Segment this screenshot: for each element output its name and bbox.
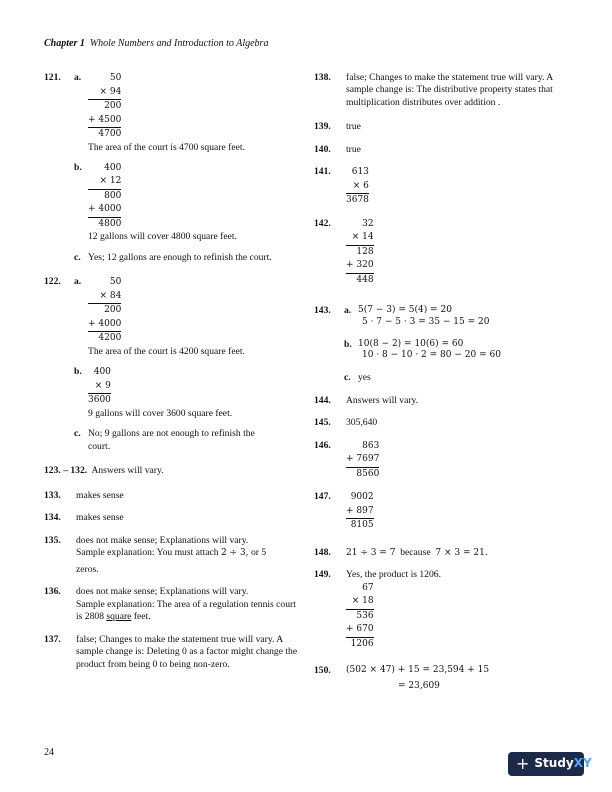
problem-121c (44, 252, 302, 264)
calc-row: × 14 (346, 231, 374, 246)
answer-text: The area of the court is 4200 square feet. (88, 345, 245, 357)
problem-142 (314, 218, 576, 288)
calc-row: 8560 (356, 468, 380, 479)
answer-text: The area of the court is 4700 square feet. (88, 141, 245, 153)
calc-row: × 94 (88, 86, 121, 101)
problem-number: 144. (314, 394, 331, 406)
problem-133 (44, 490, 302, 502)
problem-144 (314, 395, 576, 407)
logo-text-study: Study (534, 756, 574, 771)
problem-149 (314, 569, 576, 651)
problem-number: 138. (314, 72, 331, 83)
answer-text: Sample explanation: You must attach (76, 547, 221, 559)
part-label: b. (74, 366, 82, 378)
calc-row: + 7697 (346, 453, 379, 468)
calc-row: × 6 (346, 180, 369, 195)
calc-row: + 4500 (88, 114, 121, 129)
problem-number: 137. (44, 633, 61, 645)
problem-121 (44, 72, 302, 154)
problem-number: 140. (314, 143, 331, 155)
problem-122 (44, 276, 302, 358)
calc-row: 4800 (98, 218, 122, 229)
problem-number: 148. (314, 546, 331, 558)
logo-text (534, 756, 591, 772)
problem-121b (44, 162, 302, 244)
part-label: c. (344, 372, 351, 384)
calc-row: 400 (93, 367, 111, 378)
problem-number: 122. (44, 276, 61, 288)
calc-row: + 670 (346, 623, 374, 638)
math-line: 10 · 8 − 10 · 2 = 80 − 20 = 60 (362, 350, 501, 361)
answer-text: Answers will vary. (346, 394, 419, 406)
calc-121a (88, 72, 121, 142)
problem-number: 141. (314, 166, 331, 178)
calc-row: + 897 (346, 505, 374, 520)
calc-row: 9002 (350, 492, 374, 502)
studyxy-logo (508, 752, 592, 776)
math-line: 10(8 − 2) = 10(6) = 60 (358, 338, 464, 349)
answer-text: 9 gallons will cover 3600 square feet. (88, 407, 233, 419)
calc-149 (346, 582, 374, 652)
answer-text: 305,640 (346, 417, 378, 429)
calc-row: 200 (104, 101, 122, 111)
calc-row: × 9 (88, 380, 111, 395)
answer-line: does not make sense; Explanations will vary. (76, 586, 249, 598)
problem-141 (314, 166, 576, 208)
calc-row: 613 (351, 167, 369, 178)
math-expression: 21 ÷ 3 = 7 (346, 547, 396, 558)
problem-122c (44, 428, 302, 453)
problem-number: 149. (314, 569, 331, 581)
problem-number: 145. (314, 417, 331, 429)
problem-150 (314, 665, 576, 692)
answer-text: Sample explanation: The area of a regulation tennis court is 2808 (76, 598, 296, 623)
problem-number: 135. (44, 534, 61, 546)
problem-number: 133. (44, 489, 61, 501)
calc-row: 50 (109, 277, 122, 288)
answer-text: false; Changes to make the statement true will vary. A sample change is: The distributive property states that multiplication distributes over addition . (346, 72, 553, 108)
math-expression: 2 ÷ 3, (220, 548, 249, 559)
problem-143c (314, 372, 576, 384)
page-header (44, 37, 268, 50)
answer-text: true (346, 121, 361, 133)
math-expression: 7 × 3 = 21. (435, 547, 488, 558)
problem-139 (314, 121, 576, 133)
answer-text: Answers will vary. (91, 465, 164, 477)
problem-140 (314, 144, 576, 156)
math-line: = 23,609 (398, 680, 440, 691)
calc-row: 128 (356, 246, 374, 257)
math-line: (502 × 47) + 15 = 23,594 + 15 (346, 665, 490, 676)
calc-147 (346, 491, 374, 533)
calc-row: 863 (362, 440, 380, 451)
problem-number: 147. (314, 491, 331, 502)
part-label: b. (344, 338, 352, 350)
calc-122b (88, 366, 111, 408)
problem-122b (44, 366, 302, 420)
answer-line: zeros. (76, 563, 99, 575)
calc-row: + 320 (346, 259, 374, 274)
problem-134 (44, 512, 302, 524)
part-label: b. (74, 161, 82, 173)
calc-121b (88, 162, 121, 232)
chapter-label: Chapter 1 (44, 38, 85, 49)
answer-text: because (400, 546, 431, 558)
problem-146 (314, 440, 576, 482)
part-label: c. (74, 428, 81, 440)
problem-143 (314, 305, 576, 328)
part-label: a. (74, 72, 82, 83)
calc-142 (346, 218, 374, 288)
problem-number: 139. (314, 121, 331, 133)
answer-text: or 5 (248, 547, 267, 559)
calc-row: 1206 (350, 638, 374, 649)
calc-row: × 18 (346, 595, 374, 610)
answer-text: Yes; 12 gallons are enough to refinish the court. (88, 251, 272, 263)
problem-number: 134. (44, 512, 61, 524)
problem-number: 142. (314, 217, 331, 229)
part-label: c. (74, 251, 81, 263)
answer-line-2 (76, 547, 302, 560)
calc-row: 4700 (98, 129, 122, 139)
math-line: 5 · 7 − 5 · 3 = 35 − 15 = 20 (362, 317, 490, 328)
problem-number: 121. (44, 72, 61, 83)
right-column (314, 72, 576, 693)
problem-number: 150. (314, 665, 331, 677)
calc-row: + 4000 (88, 203, 121, 218)
calc-row: 536 (356, 610, 374, 621)
answer-text: true (346, 143, 361, 155)
calc-row: 800 (104, 190, 122, 201)
answer-text: makes sense (76, 489, 124, 501)
problem-137 (44, 634, 302, 671)
problem-number: 143. (314, 305, 331, 317)
calc-141 (346, 166, 369, 208)
answer-line-2 (76, 599, 302, 624)
calc-row: × 84 (88, 290, 121, 305)
problem-number: 146. (314, 439, 331, 451)
calc-row: 67 (362, 582, 374, 593)
problem-138 (314, 72, 576, 109)
calc-row: × 12 (88, 175, 121, 190)
answer-text: feet. (131, 611, 151, 623)
calc-row: 4200 (98, 333, 122, 344)
answer-text: Yes, the product is 1206. (346, 569, 441, 581)
calc-122a (88, 276, 121, 346)
answer-text: false; Changes to make the statement true will vary. A sample change is: Deleting 0 as a factor might change the product from being 0 to being non-zero. (76, 633, 298, 670)
problem-143b (314, 339, 576, 362)
calc-row: 32 (362, 218, 374, 229)
calc-row: 50 (109, 73, 122, 83)
problem-136 (44, 586, 302, 623)
problem-145 (314, 417, 576, 429)
left-column (44, 72, 302, 671)
calc-row: + 4000 (88, 318, 121, 333)
part-label: a. (344, 305, 352, 317)
problem-147 (314, 491, 576, 533)
part-label: a. (74, 276, 82, 288)
chapter-title: Whole Numbers and Introduction to Algebra (89, 38, 269, 49)
page-number: 24 (44, 747, 54, 758)
calc-row: 3600 (88, 395, 111, 406)
problem-135 (44, 535, 302, 577)
calc-row: 3678 (346, 195, 369, 206)
answer-line: does not make sense; Explanations will vary. (76, 534, 249, 546)
answer-text: makes sense (76, 512, 124, 524)
answer-text: yes (358, 372, 371, 384)
plus-icon: + (516, 754, 530, 773)
problem-number: 123. – 132. (44, 465, 88, 477)
calc-row: 448 (356, 274, 374, 285)
underlined-word: square (106, 611, 132, 623)
calc-row: 200 (104, 305, 122, 316)
problem-148 (314, 547, 576, 560)
math-line: 5(7 − 3) = 5(4) = 20 (358, 305, 452, 316)
answer-text: No; 9 gallons are not enough to refinish the court. (88, 428, 255, 452)
problem-123-132 (44, 465, 302, 477)
logo-text-xy: XY (573, 756, 592, 771)
answer-text: 12 gallons will cover 4800 square feet. (88, 231, 237, 243)
problem-number: 136. (44, 586, 61, 598)
calc-row: 400 (104, 162, 122, 173)
calc-146 (346, 440, 379, 482)
calc-row: 8105 (350, 520, 374, 530)
